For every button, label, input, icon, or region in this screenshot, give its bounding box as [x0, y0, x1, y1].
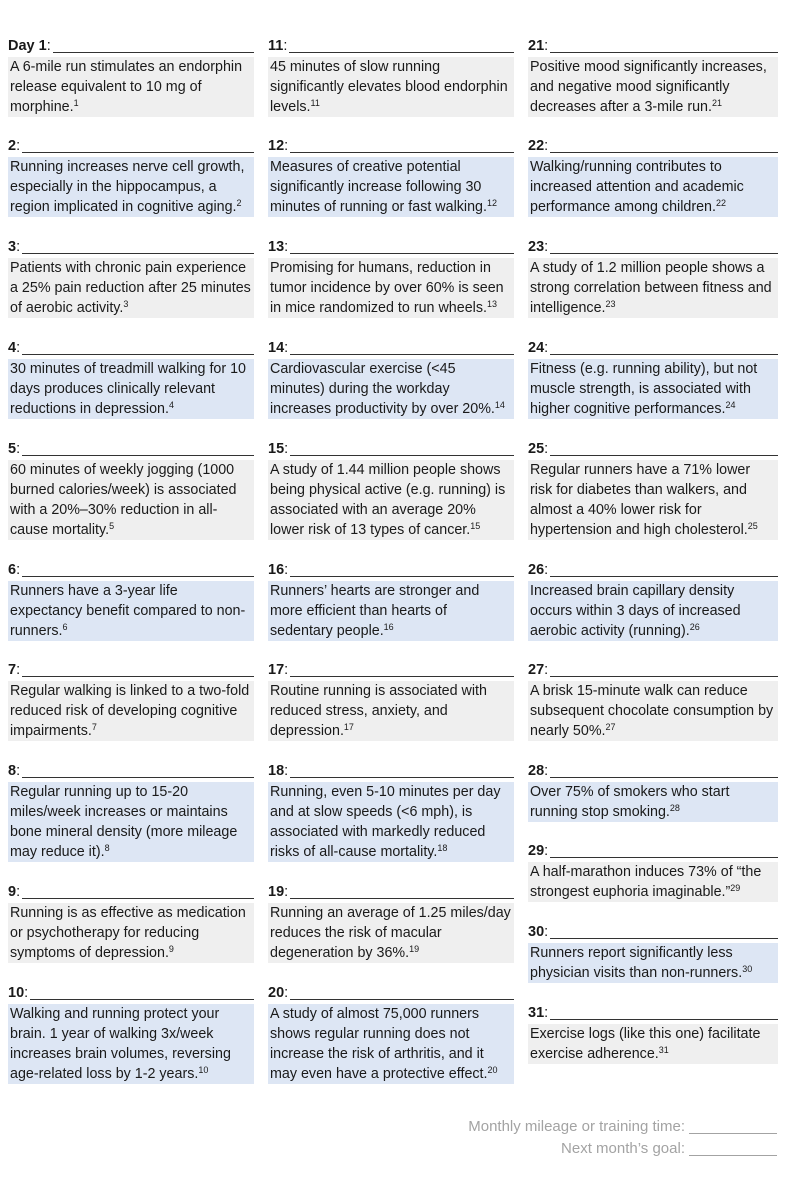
running-fact	[268, 460, 514, 540]
fact-text: Regular runners have a 71% lower risk for diabetes than walkers, and almost a 40% lower risk for hypertension and high cholesterol.	[530, 462, 751, 538]
mileage-blank[interactable]	[550, 138, 778, 153]
mileage-blank[interactable]	[22, 562, 254, 577]
mileage-blank[interactable]	[550, 562, 778, 577]
day-label: 27:	[528, 662, 549, 678]
fact-text: A study of almost 75,000 runners shows regular running does not increase the risk of arthritis, and it may even have a protective effect.	[270, 1006, 488, 1082]
day-label: 25:	[528, 441, 549, 457]
fact-text: Runners have a 3-year life expectancy benefit compared to non-runners.	[10, 583, 246, 639]
reference-number: 18	[437, 843, 448, 853]
day-label: 22:	[528, 138, 549, 154]
next-month-goal-blank[interactable]	[689, 1141, 777, 1156]
day-number: 20	[268, 985, 285, 1001]
reference-number: 4	[168, 400, 174, 410]
day-number: 12	[268, 138, 285, 154]
day-label: 15:	[268, 441, 289, 457]
reference-number: 27	[605, 722, 616, 732]
day-header	[528, 439, 778, 459]
day-label: 13:	[268, 239, 289, 255]
running-fact	[268, 681, 514, 741]
day-entry	[8, 439, 254, 540]
reference-number: 25	[747, 521, 758, 531]
day-label: 30:	[528, 924, 549, 940]
day-label: 3:	[8, 239, 21, 255]
running-fact	[528, 581, 778, 641]
reference-number: 16	[383, 622, 394, 632]
day-number: 31	[528, 1005, 545, 1021]
mileage-blank[interactable]	[290, 662, 514, 677]
day-header	[268, 338, 514, 358]
reference-number: 15	[470, 521, 481, 531]
reference-number: 12	[486, 198, 497, 208]
day-number: 21	[528, 38, 545, 54]
reference-number: 22	[715, 198, 726, 208]
running-fact	[528, 943, 778, 983]
fact-text: Runners report significantly less physician visits than non-runners.	[530, 945, 743, 981]
fact-text: Positive mood significantly increases, and negative mood significantly decreases after a 3-mile run.	[530, 59, 767, 115]
day-header	[528, 761, 778, 781]
running-fact	[268, 359, 514, 419]
fact-text: Runners’ hearts are stronger and more efficient than hearts of sedentary people.	[270, 583, 480, 639]
day-entry	[528, 439, 778, 540]
day-entry	[528, 761, 778, 822]
mileage-blank[interactable]	[290, 138, 514, 153]
mileage-blank[interactable]	[22, 763, 254, 778]
running-fact	[268, 258, 514, 318]
day-entry	[528, 237, 778, 318]
running-fact	[528, 1024, 778, 1064]
day-header	[8, 983, 254, 1003]
running-fact	[268, 57, 514, 117]
day-entry	[528, 560, 778, 641]
day-header	[528, 237, 778, 257]
day-label: 24:	[528, 340, 549, 356]
day-label: 5:	[8, 441, 21, 457]
day-entry	[8, 338, 254, 419]
mileage-blank[interactable]	[22, 441, 254, 456]
day-entry	[268, 983, 514, 1084]
day-entry	[8, 660, 254, 741]
reference-number: 1	[73, 98, 79, 108]
fact-text: 60 minutes of weekly jogging (1000 burned calories/week) is associated with a 20%–30% reduction in all-cause mortality.	[10, 462, 237, 538]
day-label: 23:	[528, 239, 549, 255]
day-entry	[528, 136, 778, 217]
day-number: 15	[268, 441, 285, 457]
reference-number: 2	[236, 198, 242, 208]
fact-text: Regular running up to 15-20 miles/week increases or maintains bone mineral density (more mileage may reduce it).	[10, 784, 238, 860]
day-header	[268, 882, 514, 902]
day-entry	[8, 36, 254, 117]
day-label: 6:	[8, 562, 21, 578]
day-entry	[268, 36, 514, 117]
day-label: 20:	[268, 985, 289, 1001]
day-entry	[268, 761, 514, 862]
day-entry	[528, 338, 778, 419]
day-number: 13	[268, 239, 285, 255]
mileage-blank[interactable]	[290, 562, 514, 577]
day-label: 29:	[528, 843, 549, 859]
mileage-blank[interactable]	[290, 985, 514, 1000]
running-fact	[8, 1004, 254, 1084]
reference-number: 5	[109, 521, 115, 531]
mileage-blank[interactable]	[22, 662, 254, 677]
running-fact	[8, 782, 254, 862]
fact-text: Fitness (e.g. running ability), but not muscle strength, is associated with higher cognitive performances.	[530, 361, 758, 417]
day-number: 27	[528, 662, 545, 678]
day-entry	[268, 439, 514, 540]
day-header	[8, 136, 254, 156]
reference-number: 19	[409, 944, 420, 954]
day-entry	[268, 560, 514, 641]
day-header	[268, 660, 514, 680]
mileage-blank[interactable]	[289, 38, 514, 53]
fact-text: Running, even 5-10 minutes per day and at slow speeds (<6 mph), is associated with markedly reduced risks of all-cause mortality.	[270, 784, 501, 860]
day-number: 11	[268, 38, 284, 54]
running-fact	[8, 460, 254, 540]
reference-number: 7	[91, 722, 97, 732]
day-header	[528, 136, 778, 156]
mileage-blank[interactable]	[550, 239, 778, 254]
mileage-blank[interactable]	[22, 239, 254, 254]
day-header	[268, 983, 514, 1003]
fact-text: Running an average of 1.25 miles/day reduces the risk of macular degeneration by 36%.	[270, 905, 511, 961]
fact-text: A brisk 15-minute walk can reduce subsequent chocolate consumption by nearly 50%.	[530, 683, 774, 739]
day-entry	[268, 136, 514, 217]
day-entry	[8, 237, 254, 318]
running-fact	[268, 782, 514, 862]
day-number: 6	[8, 562, 17, 578]
reference-number: 24	[725, 400, 736, 410]
reference-number: 28	[669, 803, 680, 813]
mileage-blank[interactable]	[550, 843, 778, 858]
day-header	[528, 660, 778, 680]
day-label: 11:	[268, 38, 288, 54]
fact-text: 30 minutes of treadmill walking for 10 days produces clinically relevant reductions in depression.	[10, 361, 247, 417]
day-entry	[8, 761, 254, 862]
monthly-mileage-label: Monthly mileage or training time:	[468, 1118, 685, 1135]
mileage-blank[interactable]	[290, 441, 514, 456]
day-header	[268, 36, 514, 56]
mileage-blank[interactable]	[22, 884, 254, 899]
running-fact	[8, 359, 254, 419]
day-entry	[528, 841, 778, 902]
day-entry	[268, 237, 514, 318]
mileage-blank[interactable]	[22, 340, 254, 355]
day-header	[528, 841, 778, 861]
mileage-blank[interactable]	[550, 340, 778, 355]
day-number: 18	[268, 763, 285, 779]
day-label: 9:	[8, 884, 21, 900]
day-label: 17:	[268, 662, 289, 678]
mileage-blank[interactable]	[550, 38, 778, 53]
running-fact	[528, 862, 778, 902]
mileage-blank[interactable]	[550, 924, 778, 939]
day-number: 29	[528, 843, 545, 859]
day-header	[8, 660, 254, 680]
day-label: 26:	[528, 562, 549, 578]
day-entry	[8, 560, 254, 641]
mileage-blank[interactable]	[30, 985, 254, 1000]
day-label: 31:	[528, 1005, 549, 1021]
running-fact	[8, 258, 254, 318]
fact-text: Walking and running protect your brain. 1 year of walking 3x/week increases brain volumes, reversing age-related loss by 1-2 years.	[10, 1006, 231, 1082]
reference-number: 14	[494, 400, 505, 410]
reference-number: 9	[168, 944, 174, 954]
day-label: 21:	[528, 38, 549, 54]
day-header	[528, 560, 778, 580]
fact-text: Exercise logs (like this one) facilitate exercise adherence.	[530, 1026, 761, 1062]
reference-number: 21	[711, 98, 722, 108]
running-fact	[528, 359, 778, 419]
monthly-mileage-row	[468, 1117, 777, 1137]
day-number: 24	[528, 340, 545, 356]
mileage-blank[interactable]	[550, 441, 778, 456]
day-number: 10	[8, 985, 25, 1001]
fact-text: A study of 1.2 million people shows a strong correlation between fitness and intelligence.	[530, 260, 772, 316]
mileage-blank[interactable]	[53, 38, 254, 53]
day-number: 2	[8, 138, 17, 154]
running-fact	[528, 57, 778, 117]
day-header	[528, 1003, 778, 1023]
day-entry	[528, 922, 778, 983]
day-header	[268, 136, 514, 156]
day-number: 17	[268, 662, 285, 678]
day-entry	[528, 1003, 778, 1064]
day-entry	[8, 136, 254, 217]
reference-number: 13	[486, 299, 497, 309]
running-fact	[8, 681, 254, 741]
day-label: 8:	[8, 763, 21, 779]
running-fact	[268, 903, 514, 963]
mileage-blank[interactable]	[22, 138, 254, 153]
running-fact	[528, 460, 778, 540]
next-month-goal-row	[561, 1139, 777, 1159]
reference-number: 20	[487, 1065, 498, 1075]
fact-text: Promising for humans, reduction in tumor incidence by over 60% is seen in mice randomized to run wheels.	[270, 260, 504, 316]
day-header	[528, 36, 778, 56]
reference-number: 17	[343, 722, 354, 732]
fact-text: A study of 1.44 million people shows being physical active (e.g. running) is associated with an average 20% lower risk of 13 types of cancer.	[270, 462, 506, 538]
day-header	[268, 560, 514, 580]
day-label: Day 1:	[8, 38, 51, 54]
mileage-blank[interactable]	[550, 1005, 778, 1020]
day-number: 7	[8, 662, 17, 678]
day-number: 8	[8, 763, 17, 779]
mileage-blank[interactable]	[550, 763, 778, 778]
day-label: 28:	[528, 763, 549, 779]
day-entry	[8, 882, 254, 963]
running-fact	[8, 581, 254, 641]
running-fact	[528, 681, 778, 741]
day-number: 22	[528, 138, 545, 154]
day-label: 16:	[268, 562, 289, 578]
day-entry	[8, 983, 254, 1084]
day-entry	[268, 338, 514, 419]
running-fact	[8, 903, 254, 963]
day-number: 9	[8, 884, 17, 900]
day-number: 23	[528, 239, 545, 255]
day-label: 14:	[268, 340, 289, 356]
fact-text: Cardiovascular exercise (<45 minutes) during the workday increases productivity by over 20%.	[270, 361, 495, 417]
mileage-blank[interactable]	[290, 763, 514, 778]
reference-number: 6	[62, 622, 68, 632]
day-label: 12:	[268, 138, 289, 154]
day-header	[8, 761, 254, 781]
running-fact	[268, 1004, 514, 1084]
day-number: 19	[268, 884, 285, 900]
day-number: 28	[528, 763, 545, 779]
day-number: 30	[528, 924, 545, 940]
day-header	[8, 439, 254, 459]
day-number: Day 1	[8, 38, 47, 54]
reference-number: 31	[658, 1045, 669, 1055]
day-header	[268, 761, 514, 781]
fact-text: Running is as effective as medication or psychotherapy for reducing symptoms of depression.	[10, 905, 246, 961]
mileage-blank[interactable]	[290, 239, 514, 254]
day-header	[528, 922, 778, 942]
day-number: 4	[8, 340, 17, 356]
running-fact	[528, 157, 778, 217]
day-entry	[268, 660, 514, 741]
day-header	[268, 237, 514, 257]
fact-text: 45 minutes of slow running significantly elevates blood endorphin levels.	[270, 59, 508, 115]
reference-number: 8	[104, 843, 110, 853]
day-header	[8, 36, 254, 56]
fact-text: Routine running is associated with reduced stress, anxiety, and depression.	[270, 683, 487, 739]
fact-text: Patients with chronic pain experience a 25% pain reduction after 25 minutes of aerobic activity.	[10, 260, 251, 316]
day-entry	[528, 660, 778, 741]
reference-number: 23	[605, 299, 616, 309]
running-fact	[528, 258, 778, 318]
fact-text: Measures of creative potential significantly increase following 30 minutes of running or fast walking.	[270, 159, 487, 215]
day-entry	[528, 36, 778, 117]
mileage-blank[interactable]	[290, 884, 514, 899]
fact-text: A 6-mile run stimulates an endorphin release equivalent to 10 mg of morphine.	[10, 59, 243, 115]
day-number: 25	[528, 441, 545, 457]
day-label: 19:	[268, 884, 289, 900]
day-label: 2:	[8, 138, 21, 154]
fact-text: Increased brain capillary density occurs within 3 days of increased aerobic activity (running).	[530, 583, 741, 639]
day-number: 14	[268, 340, 285, 356]
day-header	[528, 338, 778, 358]
day-label: 4:	[8, 340, 21, 356]
reference-number: 30	[742, 964, 753, 974]
fact-text: Walking/running contributes to increased attention and academic performance among children.	[530, 159, 744, 215]
running-fact	[528, 782, 778, 822]
reference-number: 29	[730, 883, 741, 893]
mileage-blank[interactable]	[290, 340, 514, 355]
day-header	[8, 237, 254, 257]
day-header	[8, 338, 254, 358]
day-label: 10:	[8, 985, 29, 1001]
reference-number: 3	[123, 299, 129, 309]
next-month-goal-label: Next month’s goal:	[561, 1140, 685, 1157]
reference-number: 11	[310, 98, 320, 108]
fact-text: A half-marathon induces 73% of “the strongest euphoria imaginable.”	[530, 864, 762, 900]
running-fact	[8, 157, 254, 217]
fact-text: Regular walking is linked to a two-fold reduced risk of developing cognitive impairments.	[10, 683, 250, 739]
day-number: 26	[528, 562, 545, 578]
day-entry	[268, 882, 514, 963]
day-header	[8, 882, 254, 902]
mileage-blank[interactable]	[550, 662, 778, 677]
day-number: 5	[8, 441, 17, 457]
day-label: 18:	[268, 763, 289, 779]
running-fact	[268, 157, 514, 217]
day-number: 16	[268, 562, 285, 578]
day-header	[8, 560, 254, 580]
reference-number: 10	[198, 1065, 209, 1075]
running-fact	[8, 57, 254, 117]
fact-text: Running increases nerve cell growth, especially in the hippocampus, a region implicated in cognitive aging.	[10, 159, 245, 215]
reference-number: 26	[689, 622, 700, 632]
monthly-mileage-blank[interactable]	[689, 1119, 777, 1134]
day-number: 3	[8, 239, 17, 255]
fact-text: Over 75% of smokers who start running stop smoking.	[530, 784, 730, 820]
running-fact	[268, 581, 514, 641]
day-header	[268, 439, 514, 459]
day-label: 7:	[8, 662, 21, 678]
